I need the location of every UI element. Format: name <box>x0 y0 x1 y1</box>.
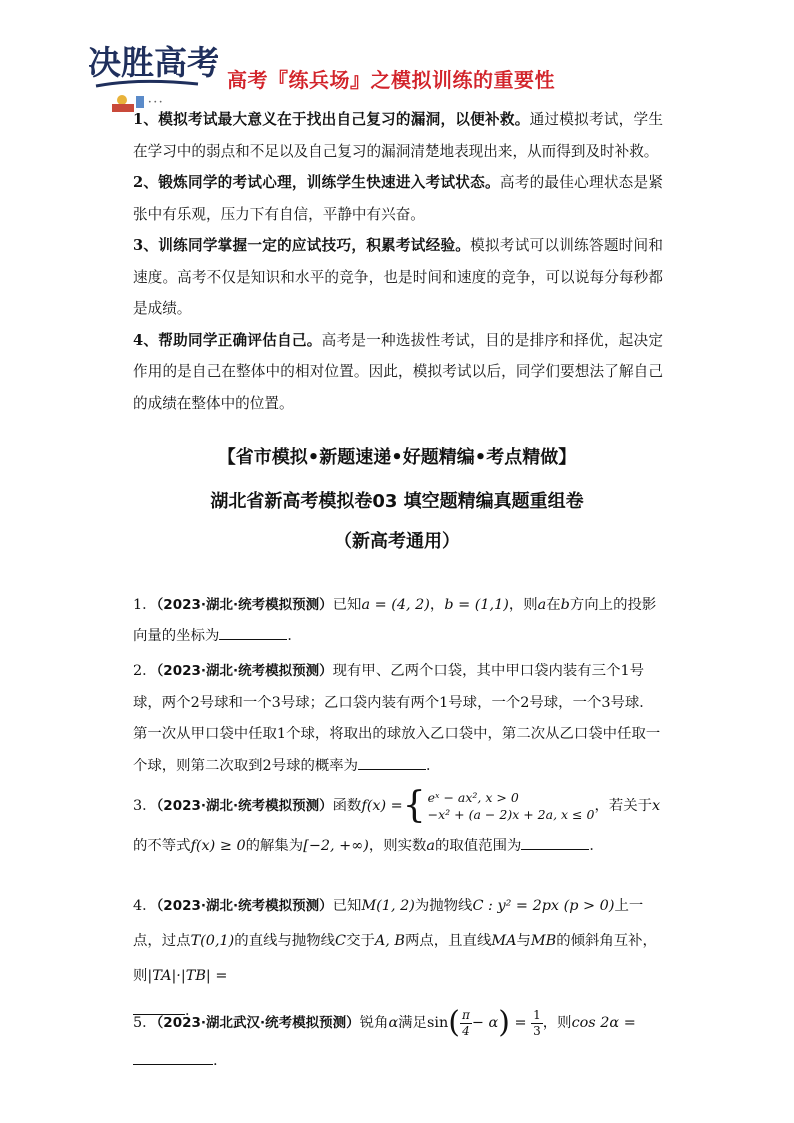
paper-title: 湖北省新高考模拟卷03 填空题精编真题重组卷 <box>210 491 584 512</box>
question-text: ，若关于 <box>594 798 653 814</box>
question-source: （2023·湖北·统考模拟预测） <box>156 663 333 679</box>
answer-blank[interactable] <box>358 755 426 770</box>
question-text: ，则实数 <box>368 838 427 854</box>
question-number: 1． <box>133 597 157 613</box>
math-term: − α <box>471 1015 499 1031</box>
intro-item <box>133 167 663 230</box>
brace-symbol: { <box>402 785 426 826</box>
math-var: x <box>652 798 661 814</box>
math-line: MA <box>491 933 517 949</box>
intro-item <box>133 230 663 325</box>
case-2: −x² + (a − 2)x + 2a, x ≤ 0 <box>427 807 595 822</box>
question-text: 满足 <box>398 1015 427 1031</box>
question-text: ，则 <box>542 1015 572 1031</box>
question-text: 交于 <box>346 933 375 949</box>
punct: ． <box>287 628 302 644</box>
case-1: eˣ − ax², x > 0 <box>427 790 519 805</box>
intro-text: 高考是一种选拔性考试，目的是排序和择优，起决定作用的是自己在整体中的相对位置。因此，模拟考试以后，同学们要想法了解自己的成绩在整体中的位置。 <box>133 331 663 412</box>
math-vector-a: a = (4, 2) <box>361 597 430 613</box>
intro-bold: 4、帮助同学正确评估自己。 <box>133 331 322 349</box>
intro-text: 高考的最佳心理状态是紧张中有乐观，压力下有自信，平静中有兴奋。 <box>133 174 663 223</box>
question-text: 与 <box>516 933 531 949</box>
punct: ． <box>426 757 441 774</box>
question-source: （2023·湖北·统考模拟预测） <box>156 898 333 914</box>
intro-section <box>133 104 663 419</box>
intro-bold: 2、锻炼同学的考试心理，训练学生快速进入考试状态。 <box>133 174 500 191</box>
math-point: M(1, 2) <box>361 898 415 914</box>
fraction <box>531 1008 543 1039</box>
math-point: T(0,1) <box>190 933 235 949</box>
intro-bold: 1、模拟考试最大意义在于找出自己复习的漏洞，以便补救。 <box>133 111 530 128</box>
question-text: 的不等式 <box>133 838 191 854</box>
intro-item <box>133 104 663 167</box>
answer-blank[interactable] <box>133 1050 213 1065</box>
question-text: 的倾斜角互补，则 <box>133 933 657 984</box>
question-text: 现有甲、乙两个口袋，其中甲口袋内装有三个1号球，两个2号球和一个3号球；乙口袋内装有两个1号球，一个2号球，一个3号球．第一次从甲口袋中任取1个球，将取出的球放入乙口袋中，第二次从乙口袋中任取一个球，则第二次取到2号球的概率为 <box>133 663 661 774</box>
paren-open: ( <box>448 1005 460 1040</box>
question-text: 方向上的投影向量的坐标为 <box>133 597 657 644</box>
fraction-numerator: 1 <box>533 1007 541 1022</box>
math-var: α <box>388 1015 399 1031</box>
question-1: 1．（2023·湖北·统考模拟预测）已知a = (4, 2)，b = (1,1)，则a在b方向上的投影向量的坐标为 ． <box>133 597 657 644</box>
question-text: 的解集为 <box>245 838 304 854</box>
question-text: 的直线与抛物线 <box>234 933 336 949</box>
intro-text: 通过模拟考试，学生在学习中的弱点和不足以及自己复习的漏洞清楚地表现出来，从而得到及时补救。 <box>133 111 663 160</box>
question-text: 在 <box>546 597 561 613</box>
question-text: 已知 <box>332 597 362 613</box>
math-parabola: C : y² = 2px (p > 0) <box>472 898 615 914</box>
question-2 <box>133 656 663 782</box>
paren-close: ) <box>498 1005 510 1040</box>
series-title: 【省市模拟•新题速递•好题精编•考点精做】 <box>217 447 577 468</box>
fraction-denominator: 3 <box>533 1023 541 1038</box>
intro-text: 模拟考试可以训练答题时间和速度。高考不仅是知识和水平的竞争，也是时间和速度的竞争，可以说每分每秒都是成绩。 <box>133 237 663 317</box>
question-text: 上一点，过点 <box>133 898 644 949</box>
question-text: 已知 <box>332 898 362 914</box>
math-inequality: f(x) ≥ 0 <box>190 838 246 854</box>
math-function: sin <box>426 1015 449 1031</box>
fraction <box>460 1008 472 1039</box>
answer-blank[interactable] <box>219 625 287 640</box>
math-var: b <box>560 597 570 613</box>
answer-blank[interactable] <box>521 835 589 850</box>
question-3 <box>133 786 663 866</box>
question-text: 的取值范围为 <box>435 838 522 854</box>
paper-subtitle: （新高考通用） <box>334 531 460 552</box>
question-text: ，则 <box>508 597 538 613</box>
piecewise-function <box>402 785 595 826</box>
math-function: f(x) = <box>361 798 403 814</box>
math-vector-b: b = (1,1) <box>444 597 509 613</box>
question-number: 3． <box>133 798 157 814</box>
question-text: 为抛物线 <box>414 898 473 914</box>
logo-text: 决胜高考 <box>88 43 218 82</box>
punct: ． <box>589 838 604 854</box>
fraction-numerator: π <box>461 1007 470 1022</box>
question-text: 两点，且直线 <box>404 933 492 949</box>
intro-bold: 3、训练同学掌握一定的应试技巧，积累考试经验。 <box>133 237 471 254</box>
punct: . <box>213 1053 218 1069</box>
fraction-denominator: 4 <box>462 1023 470 1038</box>
equals-sign: = <box>514 1015 527 1031</box>
question-source: （2023·湖北·统考模拟预测） <box>156 597 333 613</box>
math-expression: cos 2α = <box>571 1015 636 1031</box>
punct: ． <box>185 1003 200 1019</box>
question-source: （2023·湖北武汉·统考模拟预测） <box>156 1015 360 1031</box>
svg-text:• • •: • • • <box>148 99 163 106</box>
banner-title: 高考『练兵场』之模拟训练的重要性 <box>227 68 555 92</box>
math-var: a <box>537 597 547 613</box>
math-var: a <box>426 838 436 854</box>
math-line: MB <box>530 933 557 949</box>
math-set: [−2, +∞) <box>303 838 369 854</box>
question-number: 2． <box>133 663 157 679</box>
question-number: 4． <box>133 898 157 914</box>
math-expression: |TA|·|TB| = <box>147 968 228 984</box>
question-5 <box>133 1004 663 1080</box>
question-text: 函数 <box>332 798 362 814</box>
intro-item <box>133 325 663 420</box>
math-points: A, B <box>374 933 405 949</box>
question-number: 5． <box>133 1015 157 1031</box>
question-source: （2023·湖北·统考模拟预测） <box>156 798 333 814</box>
question-text: 锐角 <box>359 1015 389 1031</box>
math-var: C <box>335 933 347 949</box>
